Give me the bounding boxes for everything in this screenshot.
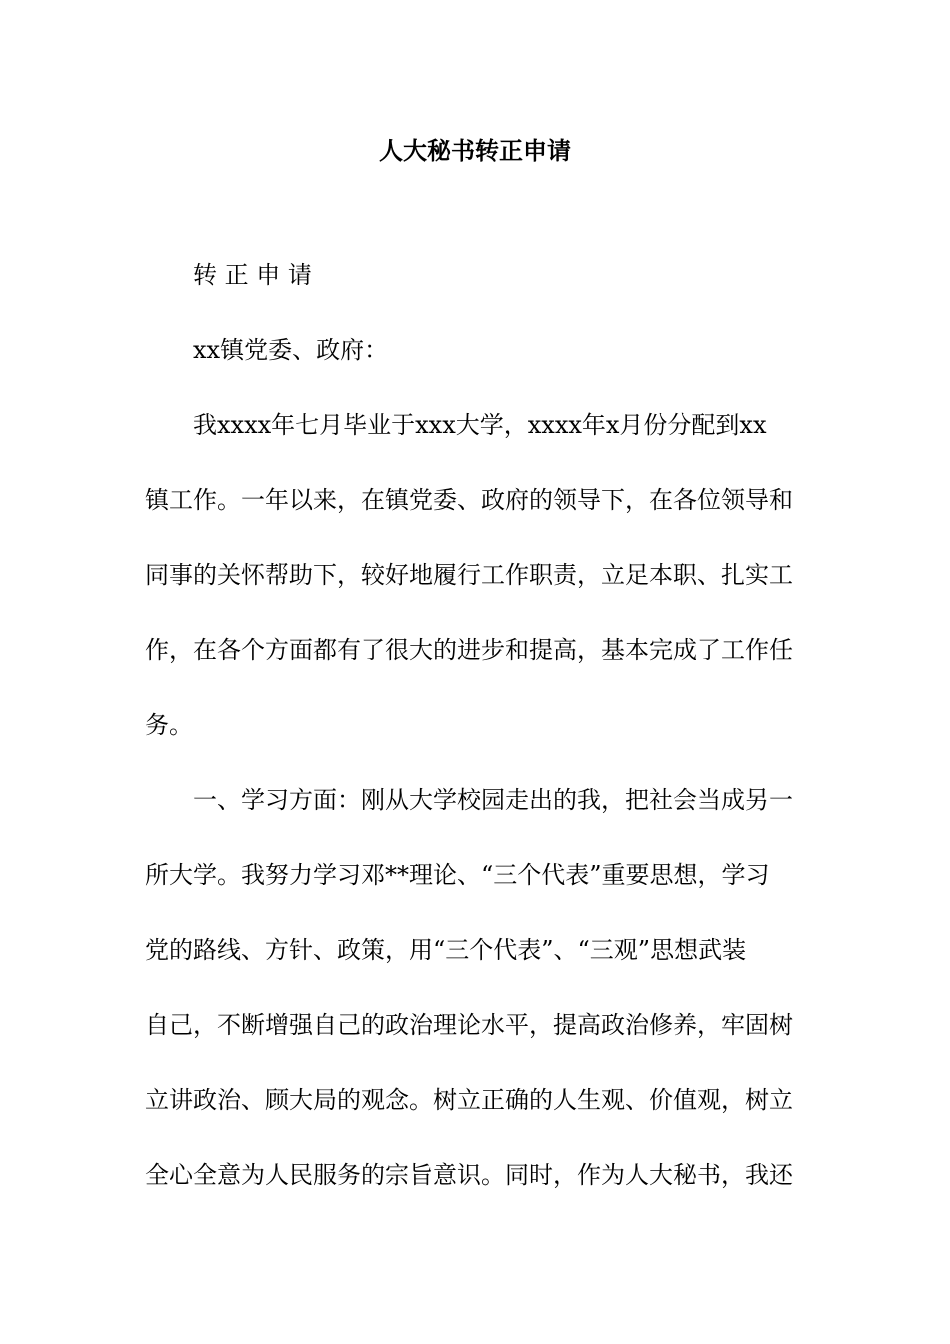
paragraph-line: 全心全意为人民服务的宗旨意识。同时，作为人大秘书，我还 [145,1161,793,1189]
paragraph-line: 同事的关怀帮助下，较好地履行工作职责，立足本职、扎实工 [145,561,793,589]
heading-line: 转 正 申 请 [193,261,312,289]
salutation-line: xx镇党委、政府： [193,336,389,364]
paragraph-line: 镇工作。一年以来，在镇党委、政府的领导下，在各位领导和 [145,486,793,514]
paragraph-line: 我xxxx年七月毕业于xxx大学，xxxx年x月份分配到xx [193,411,767,439]
paragraph-line: 务。 [145,711,193,739]
paragraph-line: 党的路线、方针、政策，用“三个代表”、“三观”思想武装 [145,936,747,964]
paragraph-line: 立讲政治、顾大局的观念。树立正确的人生观、价值观，树立 [145,1086,793,1114]
paragraph-line: 所大学。我努力学习邓**理论、“三个代表”重要思想，学习 [145,861,770,889]
document-title: 人大秘书转正申请 [379,136,571,165]
paragraph-line: 一、学习方面：刚从大学校园走出的我，把社会当成另一 [193,786,793,814]
paragraph-line: 自己，不断增强自己的政治理论水平，提高政治修养，牢固树 [145,1011,793,1039]
paragraph-line: 作，在各个方面都有了很大的进步和提高，基本完成了工作任 [145,636,793,664]
document-body [145,238,806,1213]
